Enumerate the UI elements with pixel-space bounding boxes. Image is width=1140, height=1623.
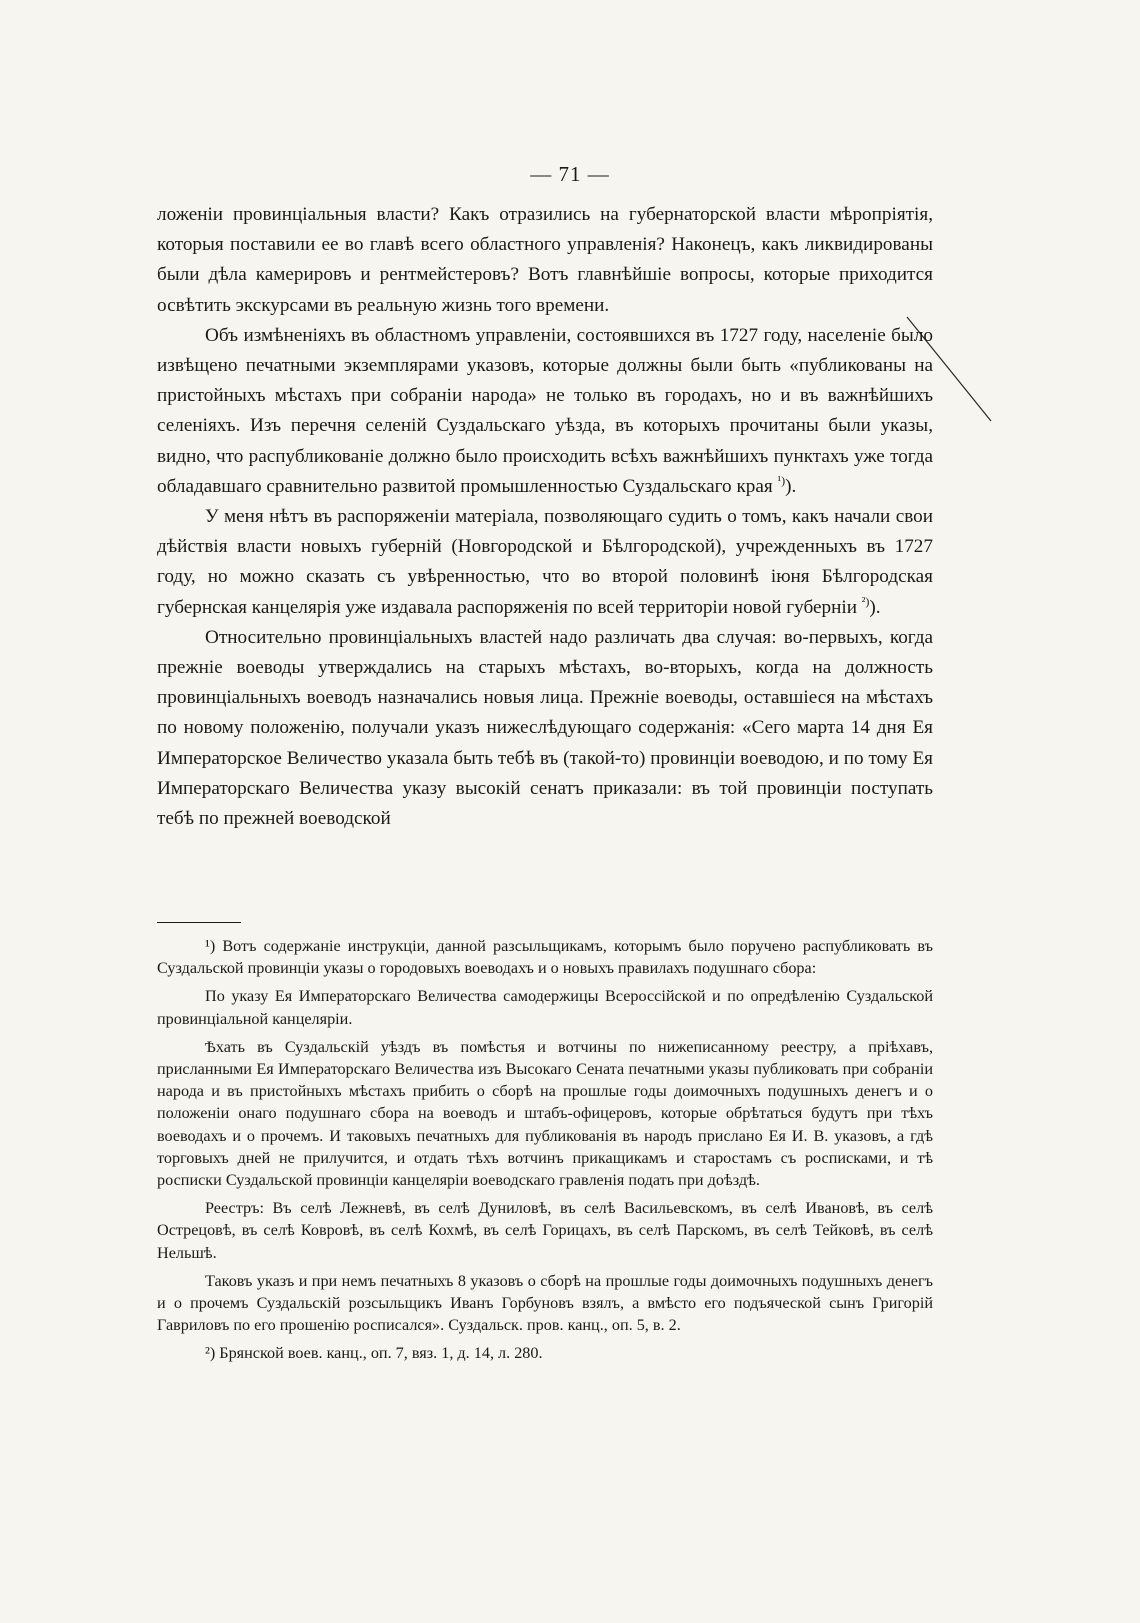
paragraph-3-end: ). — [869, 596, 881, 618]
footnote-1-intro: ¹) Вотъ содержаніе инструкціи, данной разсыльщикамъ, которымъ было поручено распубликовать въ Суздальской провинціи указы о городовыхъ воеводахъ и о новыхъ правилахъ подушнаго сбора: — [157, 937, 933, 978]
footnote-ref-1: ¹) — [777, 473, 786, 488]
footnote-1-closing: Таковъ указъ и при немъ печатныхъ 8 указовъ о сборѣ на прошлые годы доимочныхъ подушныхъ денегъ и о прочемъ Суздальскій розсыльщикъ Иванъ Горбуновъ взялъ, а вмѣсто его подъяческой сынъ Григорій Гавриловъ по его прошенію росписался». Суздальск. пров. канц., оп. 5, в. 2. — [157, 1271, 933, 1335]
paragraph-2-text: Объ измѣненіяхъ въ областномъ управленіи, состоявшихся въ 1727 году, населеніе было извѣщено печатными экземплярами указовъ, которые должны были быть «публикованы на пристойныхъ мѣстахъ при собраніи народа» не только въ городахъ, но и въ важнѣйшихъ селеніяхъ. Изъ перечня селеній Суздальскаго уѣзда, въ которыхъ прочитаны были указы, видно, что распубликованіе должно было происходить всѣхъ важнѣйшихъ пунктахъ уже тогда обладавшаго сравнительно развитой промышленностью Суздальскаго края — [157, 324, 933, 497]
page-number: — 71 — — [530, 162, 610, 186]
footnote-1-register: Реестръ: Въ селѣ Лежневѣ, въ селѣ Дуниловѣ, въ селѣ Васильевскомъ, въ селѣ Ивановѣ, въ селѣ Острецовѣ, въ селѣ Ковровѣ, въ селѣ Кохмѣ, въ селѣ Горицахъ, въ селѣ Парскомъ, въ селѣ Тейковѣ, въ селѣ Нельшѣ. — [157, 1199, 933, 1262]
paragraph-2 — [157, 321, 933, 502]
footnotes — [157, 935, 933, 1371]
footnote-2: ²) Брянской воев. канц., оп. 7, вяз. 1, д. 14, л. 280. — [205, 1344, 543, 1363]
footnote-ref-2: ²) — [861, 594, 870, 609]
footnote-divider — [157, 922, 241, 923]
footnote-1-order: Ѣхать въ Суздальскій уѣздъ въ помѣстья и вотчины по нижеписанному реестру, а пріѣхавъ, присланными Ея Императорскаго Величества изъ Высокаго Сената печатными указы публиковать при собраніи народа и въ пристойныхъ мѣстахъ прибить о сборѣ на прошлые годы доимочныхъ подушныхъ денегъ и о положеніи онаго подушнаго сбора на воеводъ и штабъ-офицеровъ, которые обрѣтаться будутъ при тѣхъ воеводахъ и о прочемъ. И таковыхъ печатныхъ для публикованія въ народъ прислано Ея И. В. указовъ, а гдѣ торговыхъ дней не прилучится, и отдать тѣхъ вотчинъ прикащикамъ и старостамъ съ росписками, и тѣ росписки Суздальской провинціи канцеляріи воеводскаго гравленія подать при доѣздѣ. — [157, 1037, 933, 1190]
paragraph-3-text: У меня нѣтъ въ распоряженіи матеріала, позволяющаго судить о томъ, какъ начали свои дѣйствія власти новыхъ губерній (Новгородской и Бѣлгородской), учрежденныхъ въ 1727 году, но можно сказать съ увѣренностью, что во второй половинѣ іюня Бѣлгородская губернская канцелярія уже издавала распоряженія по всей территоріи новой губерніи — [157, 506, 933, 618]
main-text — [157, 200, 933, 834]
paragraph-4: Относительно провинціальныхъ властей надо различать два случая: во-первыхъ, когда прежніе воеводы утверждались на старыхъ мѣстахъ, во-вторыхъ, когда на должность провинціальныхъ воеводъ назначались новыя лица. Прежніе воеводы, оставшіеся на мѣстахъ по новому положенію, получали указъ нижеслѣдующаго содержанія: «Сего марта 14 дня Ея Императорское Величество указала быть тебѣ въ (такой-то) провинціи воеводою, и по тому Ея Императорскаго Величества указу высокій сенатъ приказали: въ той провинціи поступать тебѣ по прежней воеводской — [157, 626, 933, 830]
footnote-1-decree: По указу Ея Императорскаго Величества самодержицы Всероссійской и по опредѣленію Суздальской провинціальной канцеляріи. — [157, 987, 933, 1028]
paragraph-3 — [157, 502, 933, 623]
paragraph-1: ложеніи провинціальныя власти? Какъ отразились на губернаторской власти мѣропріятія, которыя поставили ее во главѣ всего областного управленія? Наконецъ, какъ ликвидированы были дѣла камерировъ и рентмейстеровъ? Вотъ главнѣйшіе вопросы, которые приходится освѣтить экскурсами въ реальную жизнь того времени. — [157, 204, 933, 316]
paragraph-2-end: ). — [785, 475, 797, 497]
